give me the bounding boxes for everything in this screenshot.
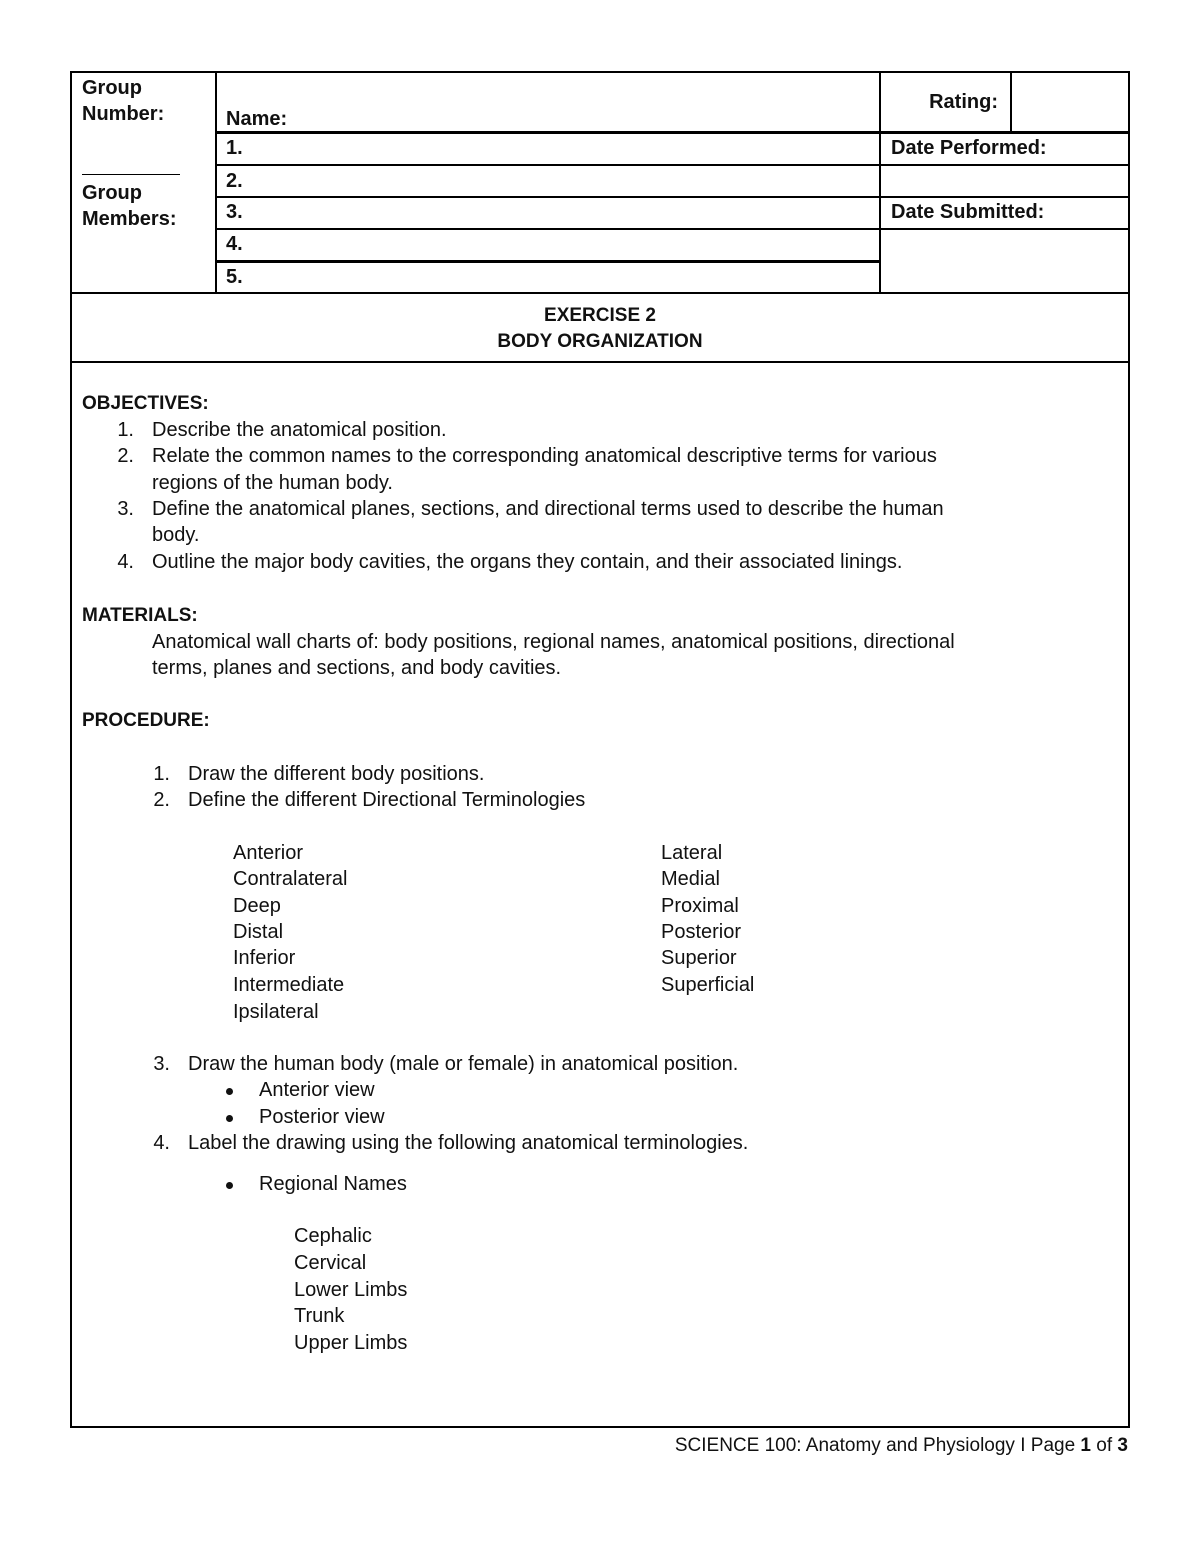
objective-4-number: 4. xyxy=(117,551,134,573)
regional-name: Trunk xyxy=(294,1305,345,1327)
bullet-icon xyxy=(226,1182,233,1189)
regional-name: Cephalic xyxy=(294,1225,372,1247)
term-right: Posterior xyxy=(661,921,742,943)
term-right: Proximal xyxy=(661,895,739,917)
footer-page-total: 3 xyxy=(1117,1435,1128,1456)
materials-text-cont: terms, planes and sections, and body cavities. xyxy=(152,657,562,679)
objective-2-number: 2. xyxy=(117,445,134,467)
table-top-border xyxy=(70,71,1130,73)
date-submitted-label: Date Submitted: xyxy=(891,201,1045,223)
name-label: Name: xyxy=(226,108,288,130)
regional-name: Lower Limbs xyxy=(294,1279,408,1301)
footer-course: SCIENCE 100: Anatomy and Physiology I Page xyxy=(674,1435,1076,1456)
page-footer xyxy=(675,1435,1128,1457)
objective-4-text: Outline the major body cavities, the organs they contain, and their associated linings. xyxy=(152,551,903,573)
procedure-step-3-text: Draw the human body (male or female) in anatomical position. xyxy=(188,1053,739,1075)
member-row-1: 1. xyxy=(226,137,243,159)
exercise-number: EXERCISE 2 xyxy=(544,305,656,326)
step-3-bullet-anterior: Anterior view xyxy=(259,1079,375,1101)
row-line-5 xyxy=(215,260,879,263)
member-row-2: 2. xyxy=(226,170,243,192)
term-left: Distal xyxy=(233,921,284,943)
step-4-bullet-regional-names: Regional Names xyxy=(259,1173,407,1195)
header-bottom-line xyxy=(70,292,1130,294)
step-3-bullet-posterior: Posterior view xyxy=(259,1106,385,1128)
objective-2-text: Relate the common names to the corresponding anatomical descriptive terms for various xyxy=(152,445,937,467)
procedure-step-4-number: 4. xyxy=(153,1132,170,1154)
member-row-3: 3. xyxy=(226,201,243,223)
objective-1-number: 1. xyxy=(117,419,134,441)
footer-of: of xyxy=(1096,1435,1113,1456)
term-left: Contralateral xyxy=(233,868,348,890)
term-left: Intermediate xyxy=(233,974,345,996)
table-right-border xyxy=(1128,71,1130,1427)
procedure-step-3-number: 3. xyxy=(153,1053,170,1075)
procedure-step-1-text: Draw the different body positions. xyxy=(188,763,485,785)
rating-divider xyxy=(1010,71,1012,133)
term-left: Deep xyxy=(233,895,281,917)
rating-label: Rating: xyxy=(929,91,998,113)
title-bottom-line xyxy=(70,361,1130,363)
member-row-4: 4. xyxy=(226,233,243,255)
group-members-label: Group Members: xyxy=(82,182,177,230)
regional-name: Cervical xyxy=(294,1252,367,1274)
table-left-border xyxy=(70,71,72,1427)
bullet-icon xyxy=(226,1115,233,1122)
footer-page-number: 1 xyxy=(1080,1435,1091,1456)
objective-1-text: Describe the anatomical position. xyxy=(152,419,447,441)
table-bottom-border xyxy=(70,1426,1130,1428)
objectives-heading: OBJECTIVES: xyxy=(82,393,209,414)
objective-3-number: 3. xyxy=(117,498,134,520)
term-left: Inferior xyxy=(233,947,296,969)
materials-text: Anatomical wall charts of: body positions, regional names, anatomical positions, directional xyxy=(152,631,955,653)
materials-heading: MATERIALS: xyxy=(82,605,198,626)
term-left: Anterior xyxy=(233,842,304,864)
row-line-3 xyxy=(215,196,1130,198)
procedure-step-1-number: 1. xyxy=(153,763,170,785)
procedure-step-2-number: 2. xyxy=(153,789,170,811)
row-line-4 xyxy=(215,228,1130,230)
row-line-2 xyxy=(215,164,1130,166)
procedure-step-4-text: Label the drawing using the following anatomical terminologies. xyxy=(188,1132,749,1154)
exercise-title: BODY ORGANIZATION xyxy=(497,331,703,352)
procedure-heading: PROCEDURE: xyxy=(82,710,210,731)
group-number-underline xyxy=(82,174,180,175)
regional-name: Upper Limbs xyxy=(294,1332,408,1354)
term-right: Lateral xyxy=(661,842,723,864)
rating-field[interactable] xyxy=(1013,74,1126,130)
group-number-label: Group Number: xyxy=(82,77,165,125)
objective-3-text-cont: body. xyxy=(152,524,200,546)
date-performed-label: Date Performed: xyxy=(891,137,1047,159)
objective-3-text: Define the anatomical planes, sections, and directional terms used to describe the human xyxy=(152,498,944,520)
term-left: Ipsilateral xyxy=(233,1001,319,1023)
objective-2-text-cont: regions of the human body. xyxy=(152,472,393,494)
procedure-step-2-text: Define the different Directional Terminologies xyxy=(188,789,586,811)
term-right: Medial xyxy=(661,868,720,890)
term-right: Superior xyxy=(661,947,737,969)
bullet-icon xyxy=(226,1088,233,1095)
term-right: Superficial xyxy=(661,974,755,996)
row-line-1 xyxy=(215,131,1130,134)
member-row-5: 5. xyxy=(226,266,243,288)
